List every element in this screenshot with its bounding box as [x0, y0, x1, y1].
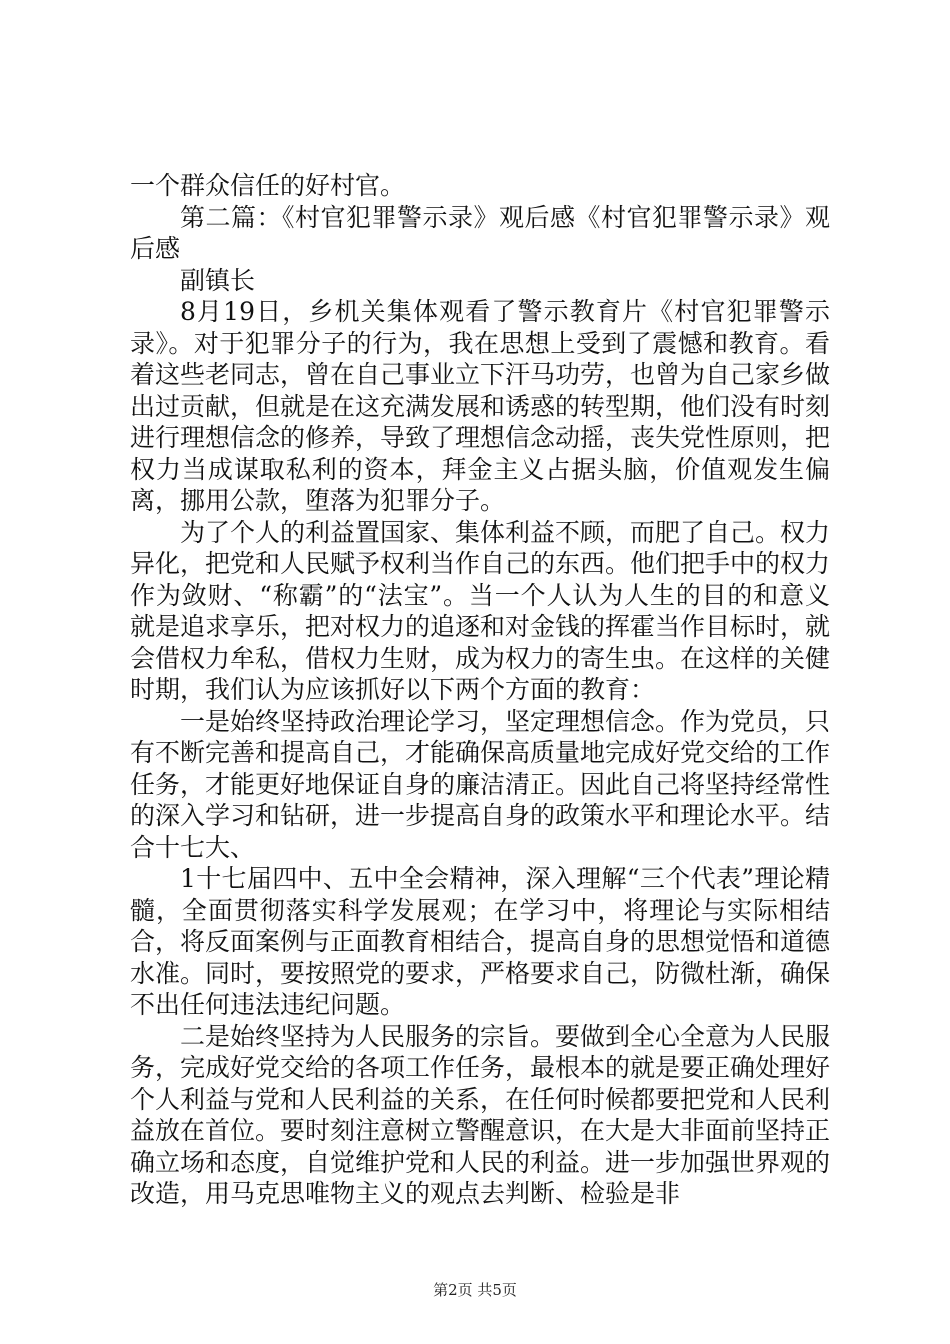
paragraph-8: 二是始终坚持为人民服务的宗旨。要做到全心全意为人民服务，完成好党交给的各项工作任务，最根本的就是要正确处理好个人利益与党和人民利益的关系，在任何时候都要把党和人民利益放在首位。要时刻注意树立警醒意识，在大是大非面前坚持正确立场和态度，自觉维护党和人民的利益。进一步加强世界观的改造，用马克思唯物主义的观点去判断、检验是非 [130, 1021, 831, 1208]
paragraph-1: 一个群众信任的好村官。 [130, 171, 406, 200]
paragraph-3-author: 副镇长 [180, 265, 256, 295]
paragraph-5: 为了个人的利益置国家、集体利益不顾，而肥了自己。权力异化，把党和人民赋予权利当作自己的东西。他们把手中的权力作为敛财、“称霸”的“法宝”。当一个人认为人生的目的和意义就是追求享乐，把对权力的追逐和对金钱的挥霍当作目标时，就会借权力牟私，借权力生财，成为权力的寄生虫。在这样的关健时期，我们认为应该抓好以下两个方面的教育： [130, 517, 831, 704]
page-number-footer: 第2页 共5页 [433, 1281, 517, 1299]
paragraph-2-heading: 第二篇：《村官犯罪警示录》观后感《村官犯罪警示录》观后感 [130, 202, 830, 263]
paragraph-7: 1十七届四中、五中全会精神，深入理解“三个代表”理论精髓，全面贯彻落实科学发展观；在学习中，将理论与实际相结合，将反面案例与正面教育相结合，提高自身的思想觉悟和道德水准。同时，要按照党的要求，严格要求自己，防微杜渐，确保不出任何违法违纪问题。 [130, 864, 831, 1019]
document-body [130, 170, 830, 1210]
paragraph-4: 8月19日，乡机关集体观看了警示教育片《村官犯罪警示录》。对于犯罪分子的行为，我在思想上受到了震憾和教育。看着这些老同志，曾在自己事业立下汗马功劳，也曾为自己家乡做出过贡献，但就是在这充满发展和诱惑的转型期，他们没有时刻进行理想信念的修养，导致了理想信念动摇，丧失党性原则，把权力当成谋取私利的资本，拜金主义占据头脑，价值观发生偏离，挪用公款，堕落为犯罪分子。 [130, 297, 831, 515]
paragraph-6: 一是始终坚持政治理论学习，坚定理想信念。作为党员，只有不断完善和提高自己，才能确保高质量地完成好党交给的工作任务，才能更好地保证自身的廉洁清正。因此自己将坚持经常性的深入学习和钻研，进一步提高自身的政策水平和理论水平。结合十七大、 [130, 706, 831, 862]
